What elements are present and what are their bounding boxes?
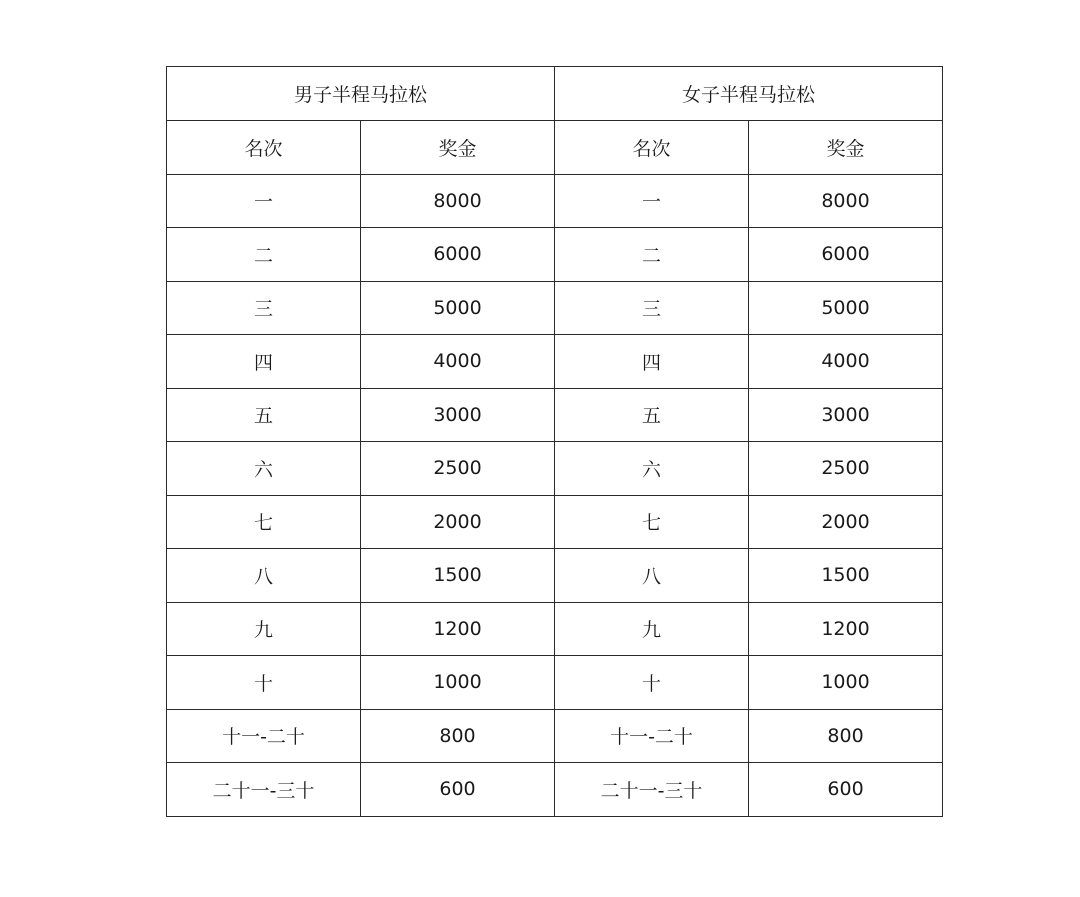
men-rank-cell: 三 bbox=[167, 281, 361, 335]
men-prize-cell: 1200 bbox=[361, 602, 555, 656]
men-rank-cell: 九 bbox=[167, 602, 361, 656]
women-prize-cell: 1000 bbox=[749, 656, 943, 710]
table-row bbox=[167, 763, 943, 817]
women-rank-cell: 二 bbox=[555, 228, 749, 282]
table-row bbox=[167, 174, 943, 228]
women-rank-cell: 一 bbox=[555, 174, 749, 228]
table-row bbox=[167, 442, 943, 496]
women-rank-cell: 二十一-三十 bbox=[555, 763, 749, 817]
men-prize-cell: 8000 bbox=[361, 174, 555, 228]
women-rank-cell: 六 bbox=[555, 442, 749, 496]
women-rank-cell: 五 bbox=[555, 388, 749, 442]
women-half-marathon-title: 女子半程马拉松 bbox=[555, 67, 943, 121]
table-row bbox=[167, 656, 943, 710]
group-header-row bbox=[167, 67, 943, 121]
women-prize-cell: 800 bbox=[749, 709, 943, 763]
women-prize-cell: 600 bbox=[749, 763, 943, 817]
table-row bbox=[167, 335, 943, 389]
men-prize-cell: 1000 bbox=[361, 656, 555, 710]
women-rank-cell: 九 bbox=[555, 602, 749, 656]
table-row bbox=[167, 388, 943, 442]
prize-table bbox=[166, 66, 943, 817]
women-prize-cell: 8000 bbox=[749, 174, 943, 228]
table-row bbox=[167, 281, 943, 335]
men-rank-header: 名次 bbox=[167, 121, 361, 175]
women-rank-header: 名次 bbox=[555, 121, 749, 175]
men-rank-cell: 七 bbox=[167, 495, 361, 549]
women-prize-cell: 2500 bbox=[749, 442, 943, 496]
men-rank-cell: 二十一-三十 bbox=[167, 763, 361, 817]
men-prize-cell: 800 bbox=[361, 709, 555, 763]
men-rank-cell: 二 bbox=[167, 228, 361, 282]
men-rank-cell: 一 bbox=[167, 174, 361, 228]
prize-table-body bbox=[167, 67, 943, 817]
table-row bbox=[167, 709, 943, 763]
women-prize-cell: 1500 bbox=[749, 549, 943, 603]
women-rank-cell: 七 bbox=[555, 495, 749, 549]
men-rank-cell: 五 bbox=[167, 388, 361, 442]
women-prize-cell: 6000 bbox=[749, 228, 943, 282]
men-prize-header: 奖金 bbox=[361, 121, 555, 175]
men-prize-cell: 1500 bbox=[361, 549, 555, 603]
women-prize-cell: 5000 bbox=[749, 281, 943, 335]
table-row bbox=[167, 495, 943, 549]
table-row bbox=[167, 549, 943, 603]
men-rank-cell: 十 bbox=[167, 656, 361, 710]
women-prize-cell: 4000 bbox=[749, 335, 943, 389]
women-prize-header: 奖金 bbox=[749, 121, 943, 175]
women-prize-cell: 3000 bbox=[749, 388, 943, 442]
men-prize-cell: 5000 bbox=[361, 281, 555, 335]
women-rank-cell: 三 bbox=[555, 281, 749, 335]
men-rank-cell: 八 bbox=[167, 549, 361, 603]
men-prize-cell: 6000 bbox=[361, 228, 555, 282]
women-rank-cell: 八 bbox=[555, 549, 749, 603]
table-row bbox=[167, 228, 943, 282]
women-rank-cell: 十 bbox=[555, 656, 749, 710]
women-rank-cell: 四 bbox=[555, 335, 749, 389]
men-rank-cell: 四 bbox=[167, 335, 361, 389]
men-prize-cell: 2000 bbox=[361, 495, 555, 549]
men-prize-cell: 2500 bbox=[361, 442, 555, 496]
column-header-row bbox=[167, 121, 943, 175]
men-rank-cell: 六 bbox=[167, 442, 361, 496]
women-rank-cell: 十一-二十 bbox=[555, 709, 749, 763]
men-prize-cell: 600 bbox=[361, 763, 555, 817]
men-rank-cell: 十一-二十 bbox=[167, 709, 361, 763]
women-prize-cell: 1200 bbox=[749, 602, 943, 656]
table-row bbox=[167, 602, 943, 656]
women-prize-cell: 2000 bbox=[749, 495, 943, 549]
men-prize-cell: 3000 bbox=[361, 388, 555, 442]
men-prize-cell: 4000 bbox=[361, 335, 555, 389]
men-half-marathon-title: 男子半程马拉松 bbox=[167, 67, 555, 121]
